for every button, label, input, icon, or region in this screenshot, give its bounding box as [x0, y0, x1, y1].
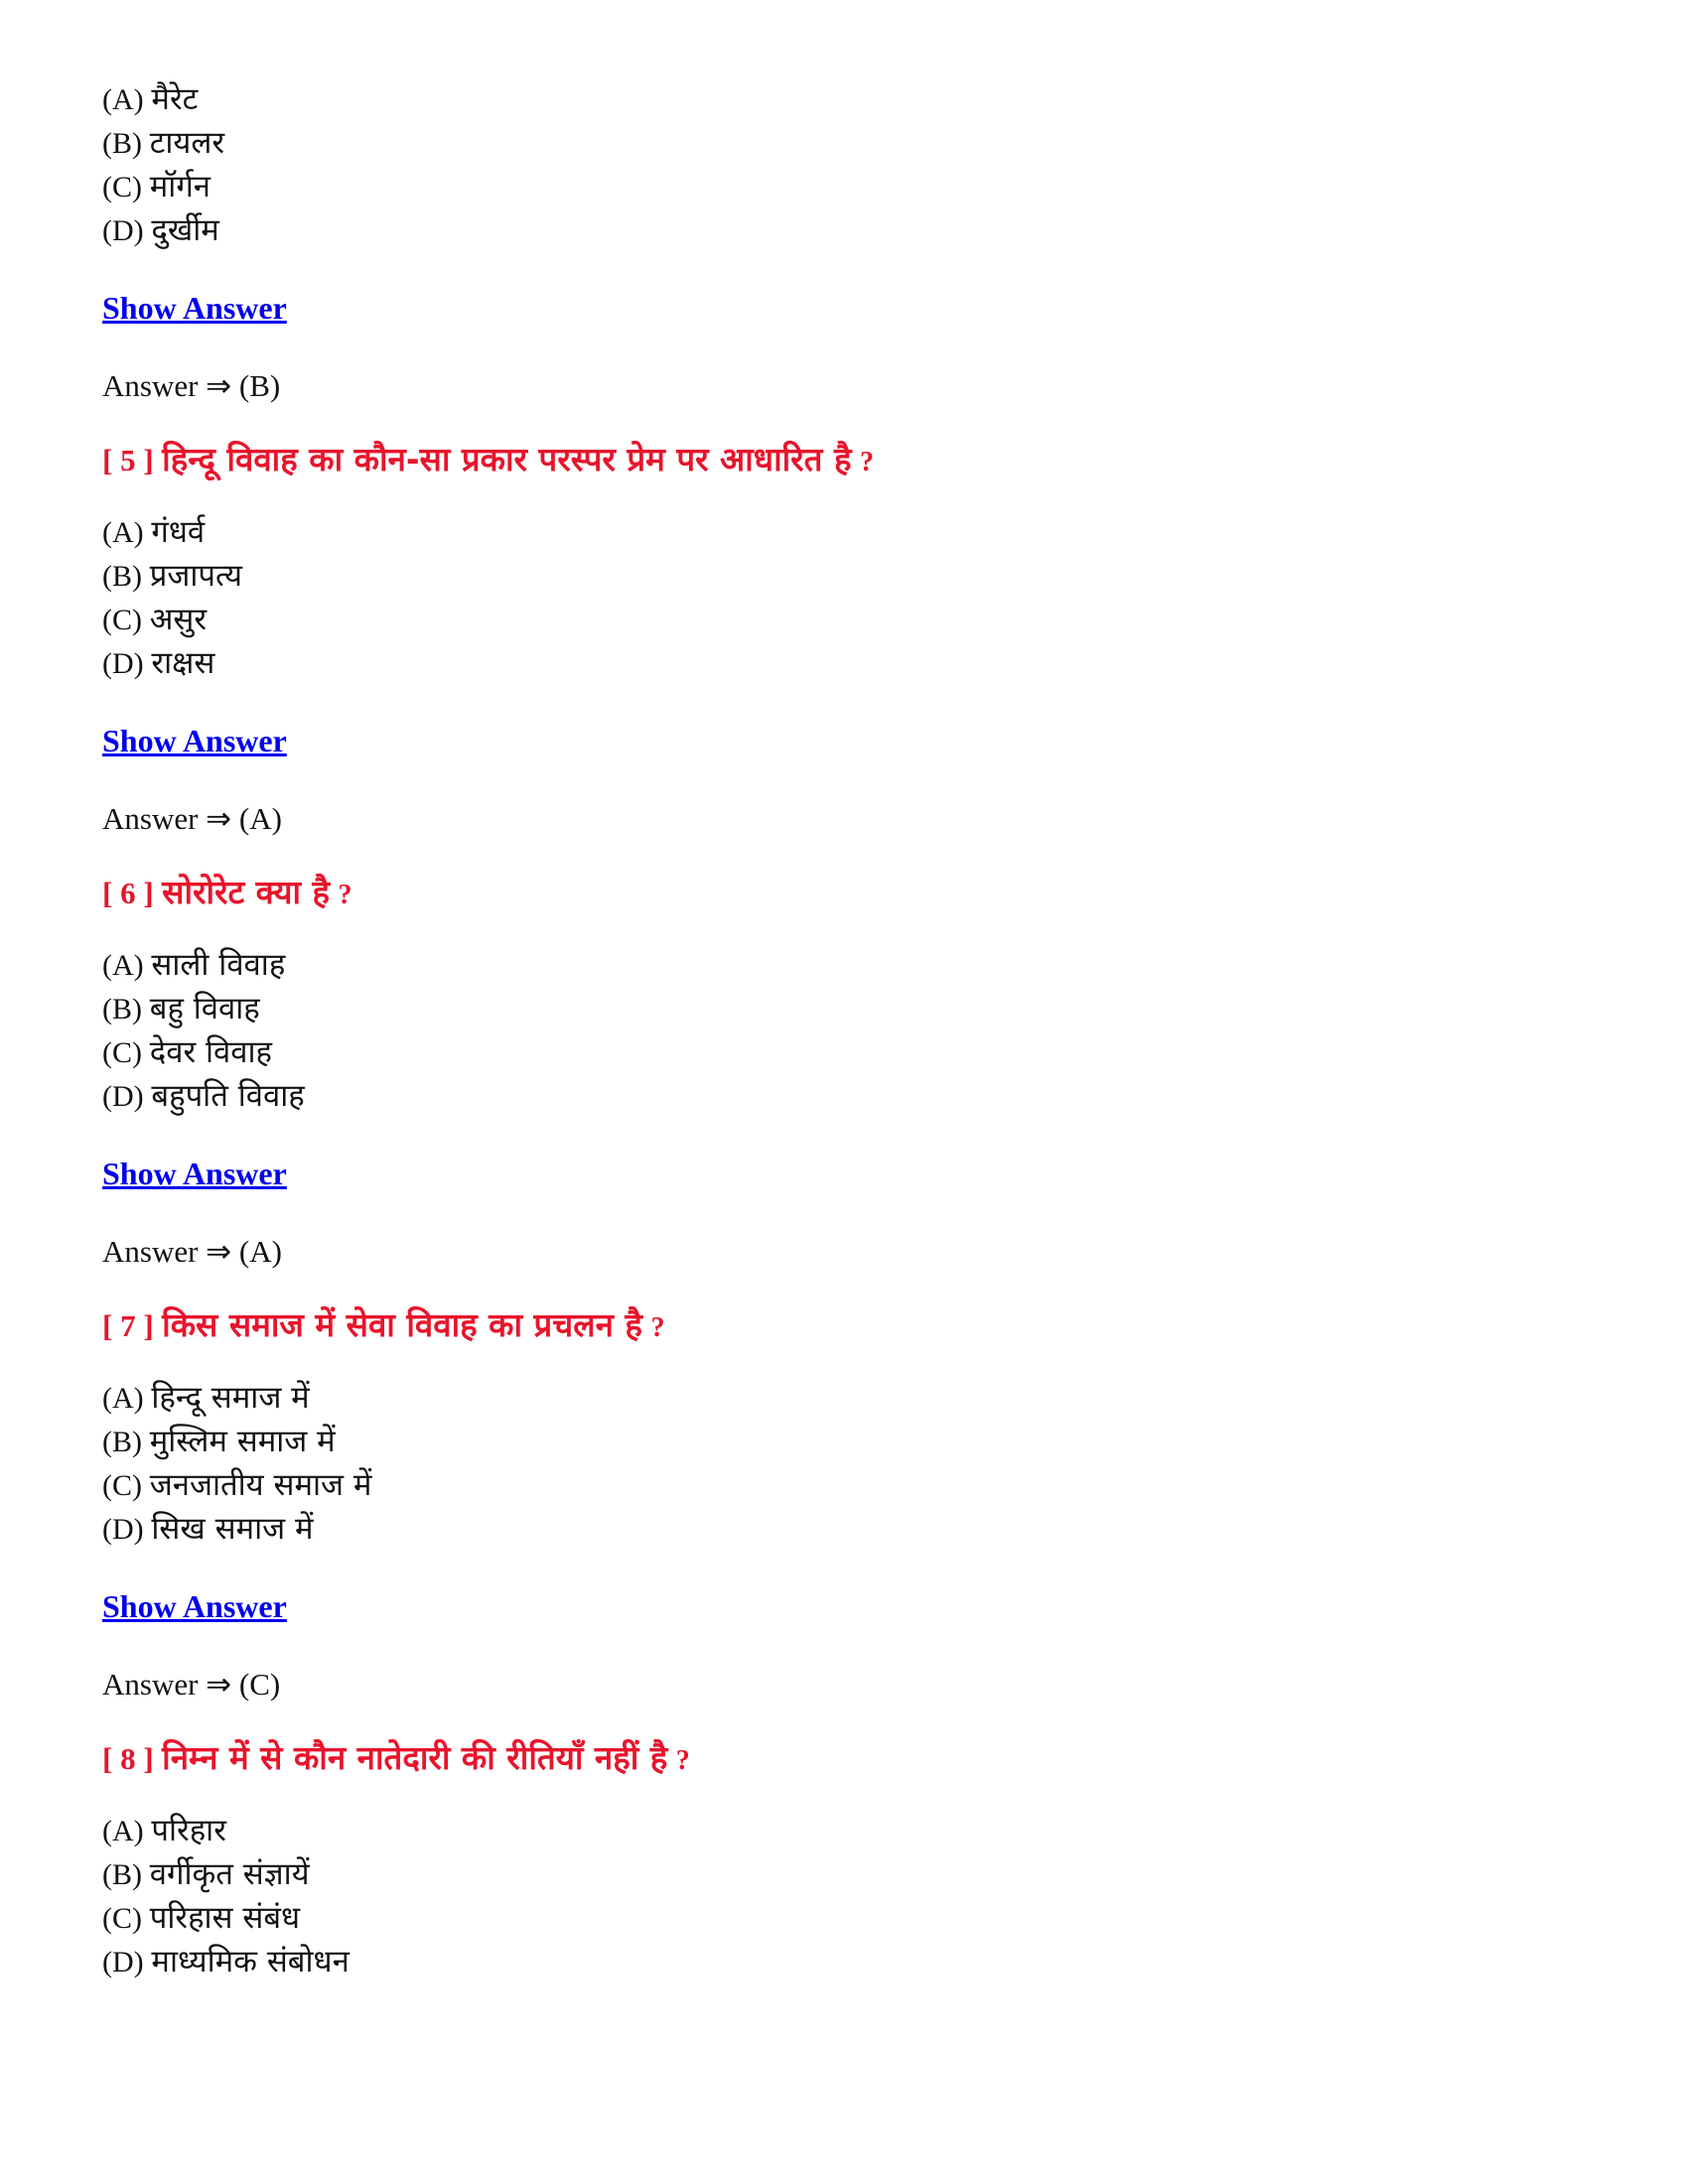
answer-text: Answer ⇒ (A) — [102, 801, 282, 836]
option-b: (B) प्रजापत्य — [102, 558, 242, 594]
quiz-page — [102, 77, 1572, 1983]
options-list — [102, 943, 1572, 1118]
option-c: (C) देवर विवाह — [102, 1034, 272, 1070]
option-b: (B) बहु विवाह — [102, 991, 260, 1026]
question-text: किस समाज में सेवा विवाह का प्रचलन है — [162, 1305, 642, 1344]
option-a: (A) साली विवाह — [102, 947, 286, 983]
question-mark: ? — [860, 447, 874, 478]
question-number: [ 6 ] — [102, 876, 154, 910]
question-6 — [102, 869, 1572, 1272]
question-5 — [102, 436, 1572, 839]
option-a: (A) हिन्दू समाज में — [102, 1380, 310, 1416]
option-c: (C) जनजातीय समाज में — [102, 1467, 372, 1503]
show-answer-link[interactable]: Show Answer — [102, 723, 287, 758]
question-text: हिन्दू विवाह का कौन-सा प्रकार परस्पर प्रेम पर आधारित है — [162, 440, 852, 478]
show-answer-link[interactable]: Show Answer — [102, 1588, 287, 1624]
question-text: निम्न में से कौन नातेदारी की रीतियाँ नहीं है — [162, 1738, 668, 1777]
question-mark: ? — [338, 880, 352, 910]
option-b: (B) मुस्लिम समाज में — [102, 1424, 336, 1459]
option-a: (A) मैरेट — [102, 81, 199, 117]
option-c: (C) परिहास संबंध — [102, 1900, 301, 1936]
question-heading — [102, 436, 1572, 486]
question-mark: ? — [675, 1745, 690, 1776]
option-d: (D) सिख समाज में — [102, 1511, 314, 1547]
option-b: (B) टायलर — [102, 125, 225, 161]
question-4-tail — [102, 77, 1572, 406]
option-c: (C) असुर — [102, 602, 208, 637]
option-d: (D) बहुपति विवाह — [102, 1078, 305, 1114]
options-list — [102, 1809, 1572, 1983]
question-7 — [102, 1301, 1572, 1705]
options-list — [102, 77, 1572, 252]
answer-text: Answer ⇒ (B) — [102, 368, 281, 403]
question-mark: ? — [650, 1312, 665, 1343]
option-a: (A) परिहार — [102, 1813, 226, 1848]
option-c: (C) मॉर्गन — [102, 169, 211, 205]
question-8 — [102, 1734, 1572, 1983]
answer-text: Answer ⇒ (C) — [102, 1667, 281, 1702]
option-b: (B) वर्गीकृत संज्ञायें — [102, 1856, 310, 1892]
options-list — [102, 510, 1572, 685]
show-answer-link[interactable]: Show Answer — [102, 290, 287, 326]
question-number: [ 8 ] — [102, 1741, 154, 1776]
option-a: (A) गंधर्व — [102, 514, 206, 550]
question-number: [ 7 ] — [102, 1308, 154, 1343]
question-heading — [102, 1301, 1572, 1352]
show-answer-link[interactable]: Show Answer — [102, 1156, 287, 1191]
answer-text: Answer ⇒ (A) — [102, 1234, 282, 1269]
option-d: (D) माध्यमिक संबोधन — [102, 1944, 350, 1979]
question-text: सोरोरेट क्या है — [162, 873, 331, 911]
question-heading — [102, 1734, 1572, 1785]
option-d: (D) राक्षस — [102, 645, 215, 681]
options-list — [102, 1376, 1572, 1551]
question-heading — [102, 869, 1572, 919]
question-number: [ 5 ] — [102, 443, 154, 478]
option-d: (D) दुर्खीम — [102, 212, 219, 248]
